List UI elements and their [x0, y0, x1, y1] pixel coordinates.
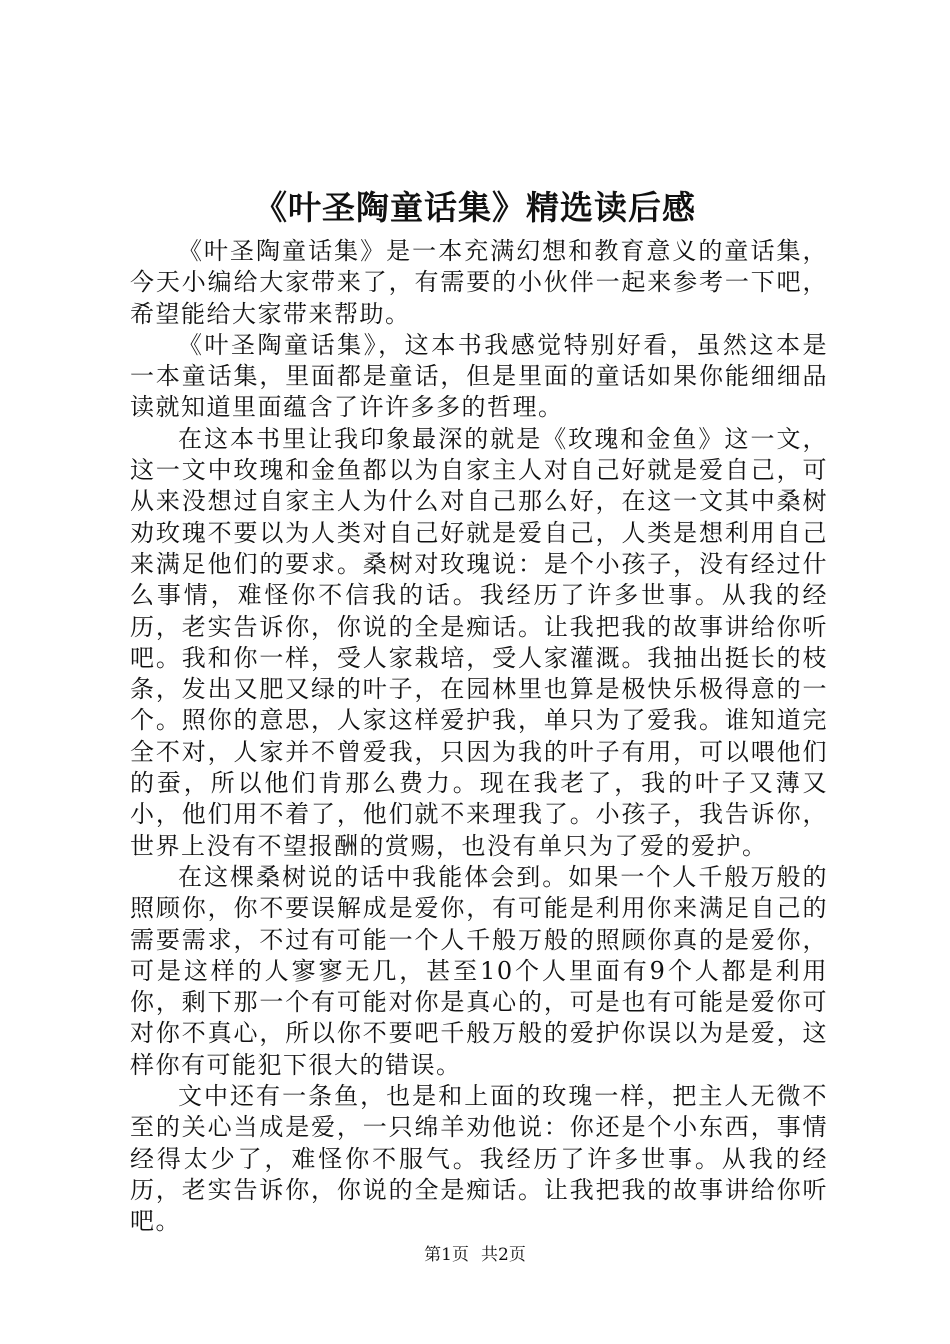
- document-body: [130, 236, 828, 1238]
- page-footer: [0, 1244, 950, 1266]
- paragraph-reflection: 在这棵桑树说的话中我能体会到。如果一个人千般万般的照顾你，你不要误解成是爱你，有可能是利用你来满足自己的需要需求，不过有可能一个人千般万般的照顾你真的是爱你，可是这样的人寥寥无几，甚至10个人里面有9个人都是利用你，剩下那一个有可能对你是真心的，可是也有可能是爱你可对你不真心，所以你不要吧千般万般的爱护你误以为是爱，这样你有可能犯下很大的错误。: [130, 862, 828, 1079]
- paragraph-fish: 文中还有一条鱼，也是和上面的玫瑰一样，把主人无微不至的关心当成是爱，一只绵羊劝他说：你还是个小东西，事情经得太少了，难怪你不服气。我经历了许多世事。从我的经历，老实告诉你，你说的全是痴话。让我把我的故事讲给你听吧。: [130, 1082, 828, 1236]
- paragraph-rose-and-goldfish: 在这本书里让我印象最深的就是《玫瑰和金鱼》这一文，这一文中玫瑰和金鱼都以为自家主人对自己好就是爱自己，可从来没想过自家主人为什么对自己那么好，在这一文其中桑树劝玫瑰不要以为人类对自己好就是爱自己，人类是想利用自己来满足他们的要求。桑树对玫瑰说：是个小孩子，没有经过什么事情，难怪你不信我的话。我经历了许多世事。从我的经历，老实告诉你，你说的全是痴话。让我把我的故事讲给你听吧。我和你一样，受人家栽培，受人家灌溉。我抽出挺长的枝条，发出又肥又绿的叶子，在园林里也算是极快乐极得意的一个。照你的意思，人家这样爱护我，单只为了爱我。谁知道完全不对，人家并不曾爱我，只因为我的叶子有用，可以喂他们的蚕，所以他们肯那么费力。现在我老了，我的叶子又薄又小，他们用不着了，他们就不来理我了。小孩子，我告诉你，世界上没有不望报酬的赏赐，也没有单只为了爱的爱护。: [130, 424, 828, 860]
- page-total: 共2页: [481, 1245, 526, 1265]
- paragraph-intro: 《叶圣陶童话集》是一本充满幻想和教育意义的童话集，今天小编给大家带来了，有需要的小伙伴一起来参考一下吧，希望能给大家带来帮助。: [130, 237, 828, 328]
- paragraph-impression: 《叶圣陶童话集》，这本书我感觉特别好看，虽然这本是一本童话集，里面都是童话，但是里面的童话如果你能细细品读就知道里面蕴含了许许多多的哲理。: [130, 330, 828, 422]
- page-title: 《叶圣陶童话集》精选读后感: [254, 188, 696, 227]
- page-number: 第1页: [424, 1245, 469, 1265]
